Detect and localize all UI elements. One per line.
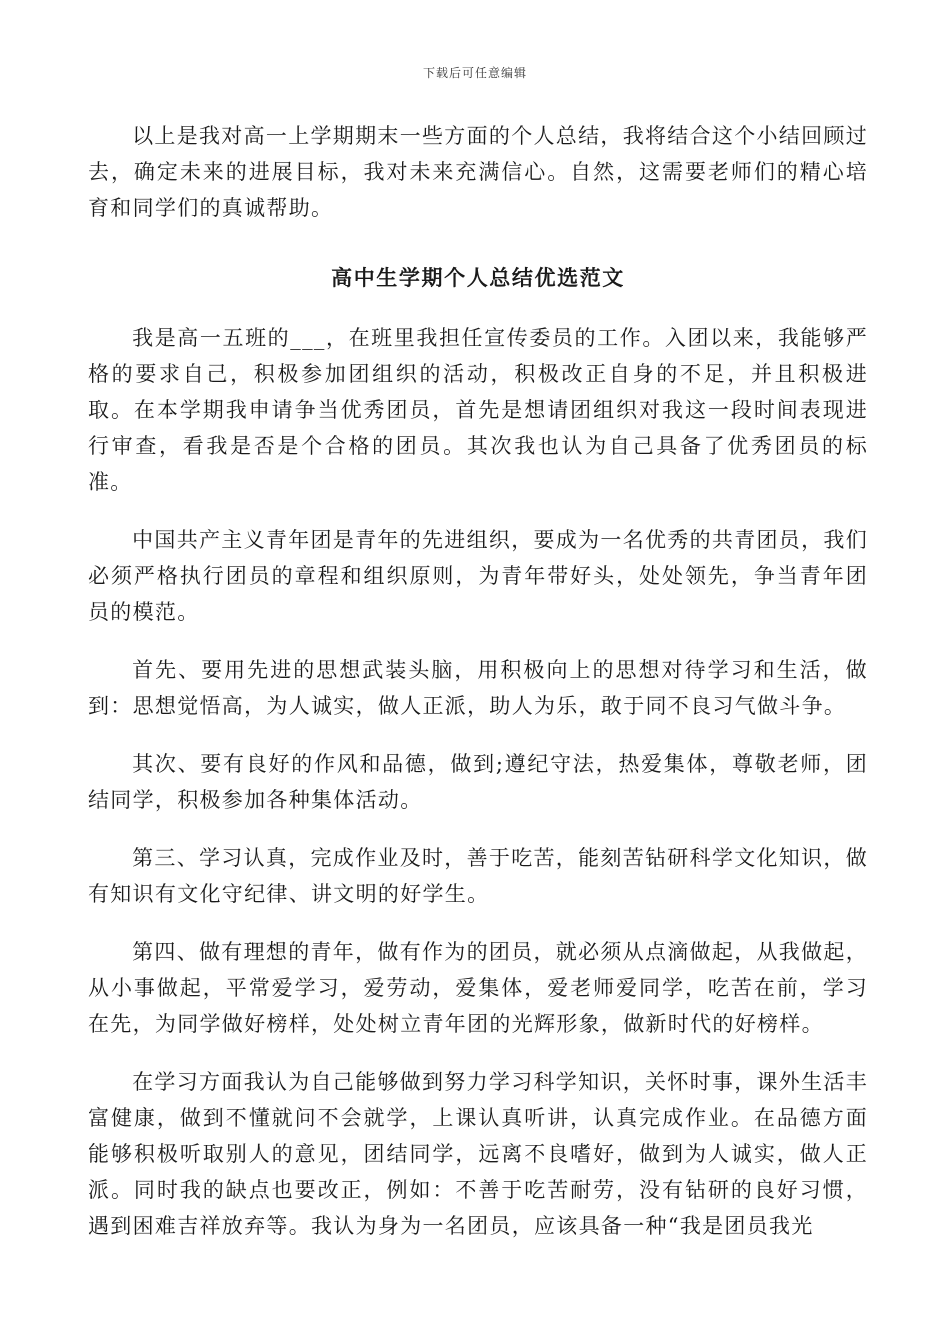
- paragraph-5: 第三、学习认真，完成作业及时，善于吃苦，能刻苦钻研科学文化知识，做有知识有文化守纪律、讲文明的好学生。: [88, 846, 868, 906]
- header-note: 下载后可任意编辑: [422, 66, 527, 80]
- paragraph-6: 第四、做有理想的青年，做有作为的团员，就必须从点滴做起，从我做起，从小事做起，平常爱学习，爱劳动，爱集体，爱老师爱同学，吃苦在前，学习在先，为同学做好榜样，处处树立青年团的光辉形象，做新时代的好榜样。: [88, 940, 868, 1036]
- document-body: [88, 118, 868, 1266]
- paragraph-7: 在学习方面我认为自己能够做到努力学习科学知识，关怀时事，课外生活丰富健康，做到不懂就问不会就学，上课认真听讲，认真完成作业。在品德方面能够积极听取别人的意见，团结同学，远离不良嗜好，做到为人诚实，做人正派。同时我的缺点也要改正，例如：不善于吃苦耐劳，没有钻研的良好习惯，遇到困难吉祥放弃等。我认为身为一名团员，应该具备一种“我是团员我光: [88, 1070, 868, 1238]
- paragraph-3: 首先、要用先进的思想武装头脑，用积极向上的思想对待学习和生活，做到：思想觉悟高，为人诚实，做人正派，助人为乐，敢于同不良习气做斗争。: [88, 658, 868, 718]
- document-title: 高中生学期个人总结优选范文: [331, 265, 625, 290]
- paragraph-2: 中国共产主义青年团是青年的先进组织，要成为一名优秀的共青团员，我们必须严格执行团员的章程和组织原则，为青年带好头，处处领先，争当青年团员的模范。: [88, 528, 868, 624]
- intro-paragraph: 以上是我对高一上学期期末一些方面的个人总结，我将结合这个小结回顾过去，确定未来的进展目标，我对未来充满信心。自然，这需要老师们的精心培育和同学们的真诚帮助。: [88, 124, 868, 220]
- paragraph-4: 其次、要有良好的作风和品德，做到;遵纪守法，热爱集体，尊敬老师，团结同学，积极参加各种集体活动。: [88, 752, 868, 812]
- paragraph-1: 我是高一五班的___，在班里我担任宣传委员的工作。入团以来，我能够严格的要求自己，积极参加团组织的活动，积极改正自身的不足，并且积极进取。在本学期我申请争当优秀团员，首先是想请团组织对我这一段时间表现进行审查，看我是否是个合格的团员。其次我也认为自己具备了优秀团员的标准。: [88, 326, 868, 494]
